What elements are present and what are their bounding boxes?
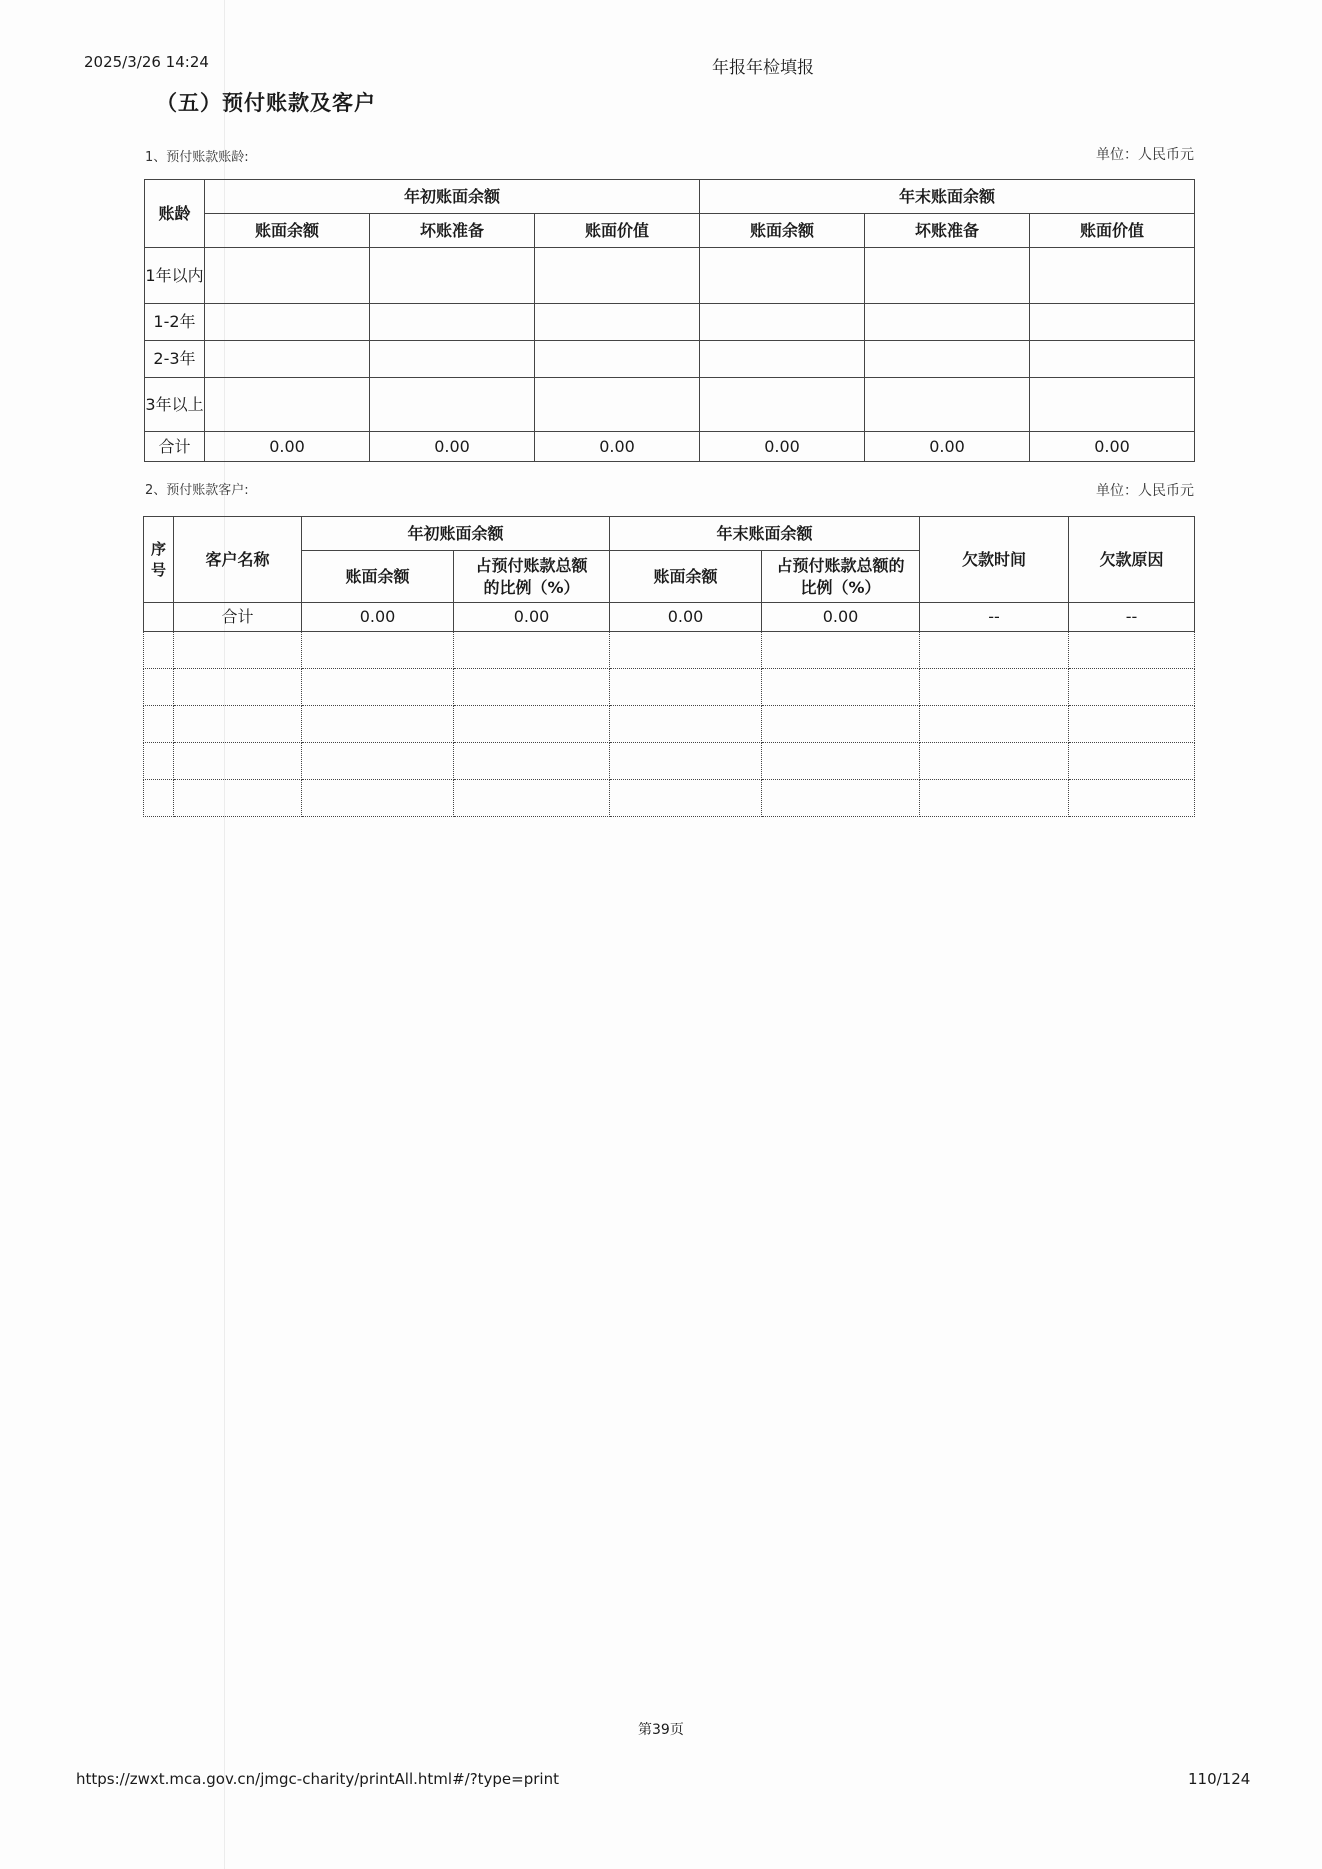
table-cell (144, 706, 174, 743)
table-cell (865, 378, 1030, 432)
table-cell[interactable] (610, 706, 762, 743)
age-cell: 3年以上 (145, 378, 205, 432)
table-cell[interactable] (610, 669, 762, 706)
print-url: https://zwxt.mca.gov.cn/jmgc-charity/printAll.html#/?type=print (76, 1770, 559, 1788)
table-cell (535, 341, 700, 378)
table-cell (865, 341, 1030, 378)
section-title: （五）预付账款及客户 (156, 91, 376, 115)
total-value: -- (920, 603, 1069, 632)
col-customer-name: 客户名称 (174, 517, 302, 603)
print-page-count: 110/124 (1188, 1770, 1251, 1788)
group-begin-header: 年初账面余额 (205, 180, 700, 214)
table-row (144, 632, 1195, 669)
table-cell[interactable] (302, 780, 454, 817)
table-cell[interactable] (610, 632, 762, 669)
col-end-balance: 账面余额 (610, 551, 762, 603)
table-cell[interactable] (302, 743, 454, 780)
table-cell[interactable] (1069, 780, 1195, 817)
table-cell (144, 780, 174, 817)
total-value: 0.00 (535, 432, 700, 462)
age-cell: 1年以内 (145, 248, 205, 304)
table-cell (700, 248, 865, 304)
table-cell (370, 304, 535, 341)
total-value: 0.00 (1030, 432, 1195, 462)
table-cell[interactable] (454, 706, 610, 743)
table-cell (700, 304, 865, 341)
table-cell (144, 669, 174, 706)
total-value: -- (1069, 603, 1195, 632)
table-cell[interactable] (454, 632, 610, 669)
table-cell[interactable] (762, 743, 920, 780)
group-end-header: 年末账面余额 (700, 180, 1195, 214)
customer-table (143, 516, 1195, 817)
col-begin-balance: 账面余额 (302, 551, 454, 603)
table-cell (535, 304, 700, 341)
table-cell (1030, 378, 1195, 432)
col-begin-value: 账面价值 (535, 214, 700, 248)
table-cell (144, 743, 174, 780)
aging-table-unit: 单位：人民币元 (1096, 147, 1194, 163)
table-cell[interactable] (1069, 669, 1195, 706)
table-cell[interactable] (174, 669, 302, 706)
table-cell[interactable] (1069, 632, 1195, 669)
table-row (144, 780, 1195, 817)
table-cell (700, 378, 865, 432)
table-cell[interactable] (920, 780, 1069, 817)
table-cell (865, 304, 1030, 341)
print-datetime: 2025/3/26 14:24 (84, 53, 209, 71)
table-cell (370, 248, 535, 304)
age-cell: 2-3年 (145, 341, 205, 378)
aging-table-label: 1、预付账款账龄: (145, 150, 249, 165)
table-cell (144, 632, 174, 669)
table-cell[interactable] (302, 669, 454, 706)
age-header: 账龄 (145, 180, 205, 248)
table-cell[interactable] (762, 780, 920, 817)
total-value: 0.00 (454, 603, 610, 632)
total-row (144, 603, 1195, 632)
table-cell[interactable] (762, 669, 920, 706)
table-cell (205, 341, 370, 378)
total-value: 0.00 (762, 603, 920, 632)
col-begin-balance: 账面余额 (205, 214, 370, 248)
col-begin-provision: 坏账准备 (370, 214, 535, 248)
col-debt-time: 欠款时间 (920, 517, 1069, 603)
total-value: 0.00 (865, 432, 1030, 462)
table-cell (1030, 248, 1195, 304)
col-end-ratio: 占预付账款总额的比例（%） (762, 551, 920, 603)
total-label: 合计 (145, 432, 205, 462)
table-cell[interactable] (302, 706, 454, 743)
table-cell (535, 248, 700, 304)
table-cell (370, 378, 535, 432)
table-row (144, 706, 1195, 743)
col-end-value: 账面价值 (1030, 214, 1195, 248)
table-cell[interactable] (454, 669, 610, 706)
table-cell[interactable] (174, 780, 302, 817)
table-cell[interactable] (302, 632, 454, 669)
table-cell (144, 603, 174, 632)
table-cell (205, 304, 370, 341)
table-row (144, 669, 1195, 706)
age-cell: 1-2年 (145, 304, 205, 341)
table-cell[interactable] (174, 743, 302, 780)
table-cell (535, 378, 700, 432)
table-cell[interactable] (1069, 706, 1195, 743)
table-row (145, 304, 1195, 341)
page-header-title: 年报年检填报 (712, 58, 814, 78)
table-cell[interactable] (174, 706, 302, 743)
table-cell[interactable] (762, 632, 920, 669)
total-value: 0.00 (370, 432, 535, 462)
table-cell[interactable] (920, 743, 1069, 780)
total-value: 0.00 (610, 603, 762, 632)
table-cell (1030, 341, 1195, 378)
col-debt-reason: 欠款原因 (1069, 517, 1195, 603)
col-end-balance: 账面余额 (700, 214, 865, 248)
table-row (145, 248, 1195, 304)
table-cell (370, 341, 535, 378)
table-cell[interactable] (920, 706, 1069, 743)
table-cell[interactable] (454, 780, 610, 817)
table-cell (865, 248, 1030, 304)
col-end-provision: 坏账准备 (865, 214, 1030, 248)
table-cell[interactable] (920, 632, 1069, 669)
table-cell[interactable] (610, 743, 762, 780)
table-cell (205, 378, 370, 432)
table-row (145, 341, 1195, 378)
col-begin-ratio: 占预付账款总额的比例（%） (454, 551, 610, 603)
table-cell (1030, 304, 1195, 341)
table-cell[interactable] (174, 632, 302, 669)
customer-table-unit: 单位：人民币元 (1096, 483, 1194, 499)
customer-table-label: 2、预付账款客户: (145, 483, 249, 498)
group-begin-header: 年初账面余额 (302, 517, 610, 551)
total-value: 0.00 (302, 603, 454, 632)
table-cell[interactable] (920, 669, 1069, 706)
total-value: 0.00 (700, 432, 865, 462)
table-row (145, 378, 1195, 432)
aging-table (144, 179, 1195, 462)
table-cell[interactable] (1069, 743, 1195, 780)
total-value: 0.00 (205, 432, 370, 462)
col-seq: 序号 (144, 517, 174, 603)
group-end-header: 年末账面余额 (610, 517, 920, 551)
table-cell[interactable] (610, 780, 762, 817)
table-cell (700, 341, 865, 378)
table-row (144, 743, 1195, 780)
page-number-label: 第39页 (638, 1722, 684, 1738)
table-cell (205, 248, 370, 304)
table-cell[interactable] (762, 706, 920, 743)
table-cell[interactable] (454, 743, 610, 780)
total-row (145, 432, 1195, 462)
total-label: 合计 (174, 603, 302, 632)
